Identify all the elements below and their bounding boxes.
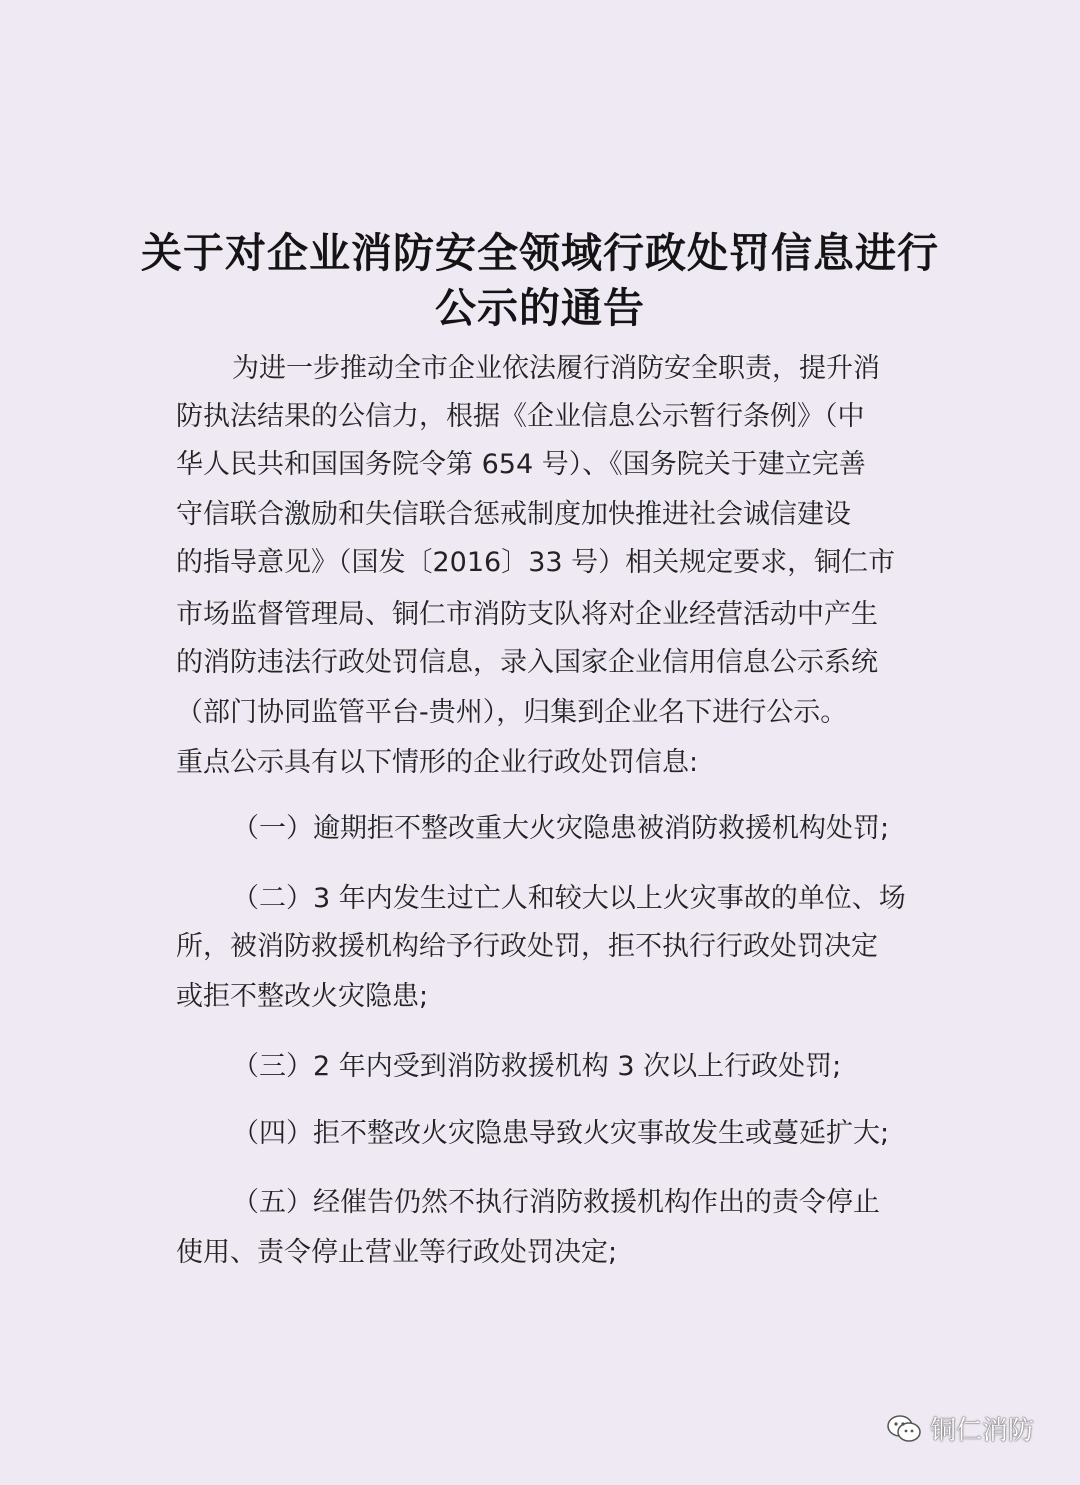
paragraph-line: 的消防违法行政处罚信息，录入国家企业信用信息公示系统 — [176, 647, 878, 678]
list-item-4: （四）拒不整改火灾隐患导致火灾事故发生或蔓延扩大; — [232, 1118, 890, 1149]
watermark-label: 铜仁消防 — [930, 1416, 1035, 1446]
list-item-5-continuation: 使用、责令停止营业等行政处罚决定; — [176, 1237, 618, 1268]
list-item-5: （五）经催告仍然不执行消防救援机构作出的责令停止 — [232, 1187, 880, 1218]
list-item-2-continuation: 或拒不整改火灾隐患; — [176, 981, 429, 1012]
document-title-line-1: 关于对企业消防安全领域行政处罚信息进行 — [141, 229, 939, 277]
list-item-2: （二）3 年内发生过亡人和较大以上火灾事故的单位、场 — [232, 883, 906, 914]
paragraph-line: （部门协同监管平台-贵州），归集到企业名下进行公示。 — [176, 697, 848, 728]
list-item-2-continuation: 所，被消防救援机构给予行政处罚，拒不执行行政处罚决定 — [176, 931, 878, 962]
watermark-logo — [886, 1410, 1034, 1447]
paragraph-line: 的指导意见》（国发〔2016〕33 号）相关规定要求，铜仁市 — [176, 547, 896, 578]
paragraph-line: 华人民共和国国务院令第 654 号）、《国务院关于建立完善 — [176, 449, 866, 480]
document-title-line-2: 公示的通告 — [435, 284, 645, 332]
paragraph-line: 防执法结果的公信力，根据《企业信息公示暂行条例》（中 — [176, 401, 865, 432]
paragraph-line: 为进一步推动全市企业依法履行消防安全职责，提升消 — [232, 353, 880, 384]
paragraph-line: 市场监督管理局、铜仁市消防支队将对企业经营活动中产生 — [176, 599, 878, 630]
paragraph-line: 重点公示具有以下情形的企业行政处罚信息: — [176, 747, 699, 778]
list-item-1: （一）逾期拒不整改重大火灾隐患被消防救援机构处罚; — [232, 813, 890, 844]
wechat-icon — [886, 1413, 922, 1445]
paragraph-line: 守信联合激励和失信联合惩戒制度加快推进社会诚信建设 — [176, 499, 851, 530]
list-item-3: （三）2 年内受到消防救援机构 3 次以上行政处罚; — [232, 1051, 842, 1082]
